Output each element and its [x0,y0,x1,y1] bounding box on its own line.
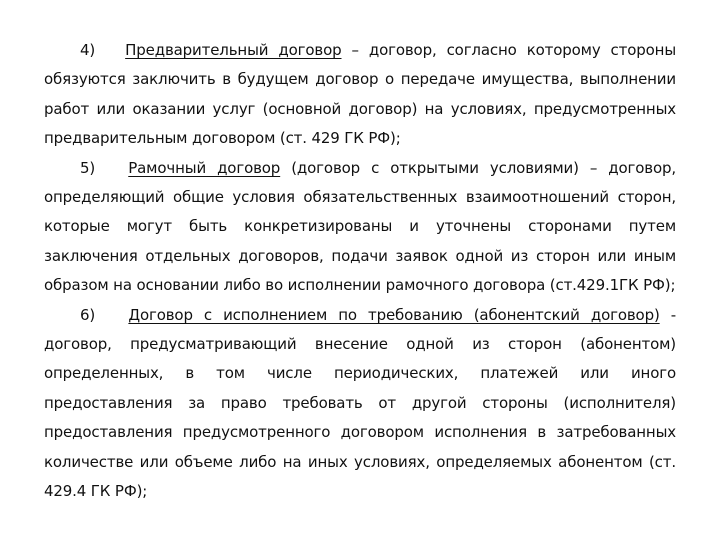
item-number: 6) [80,305,96,324]
term-preliminary-contract: Предварительный договор [125,41,342,59]
document-page [44,36,676,507]
item-number: 5) [80,158,96,177]
definition-text: – договор, согласно которому стороны обязуются заключить в будущем договор о передаче имущества, выполнении работ или оказании услуг (основной договор) на условиях, предусмотренных предварительным договором (ст. 429 ГК РФ); [44,41,677,148]
paragraph-subscription-contract [44,301,676,507]
paragraph-preliminary-contract [44,36,676,154]
term-subscription-contract: Договор с исполнением по требованию (абонентский договор) [128,305,660,324]
definition-text: (договор с открытыми условиями) – договор, определяющий общие условия обязательственных взаимоотношений сторон, которые могут быть конкретизированы и уточнены сторонами путем заключения отдельных договоров, подачи заявок одной из сторон или иным образом на основании либо во исполнении рамочного договора (ст.429.1ГК РФ); [44,158,676,295]
term-framework-contract: Рамочный договор [128,158,281,177]
item-number: 4) [80,41,96,59]
definition-text: - договор, предусматривающий внесение одной из сторон (абонентом) определенных, в том числе периодических, платежей или иного предоставления за право требовать от другой стороны (исполнителя) предоставления предусмотренного договором исполнения в затребованных количестве или объеме либо на иных условиях, определяемых абонентом (ст. 429.4 ГК РФ); [44,305,676,501]
paragraph-framework-contract [44,154,676,301]
